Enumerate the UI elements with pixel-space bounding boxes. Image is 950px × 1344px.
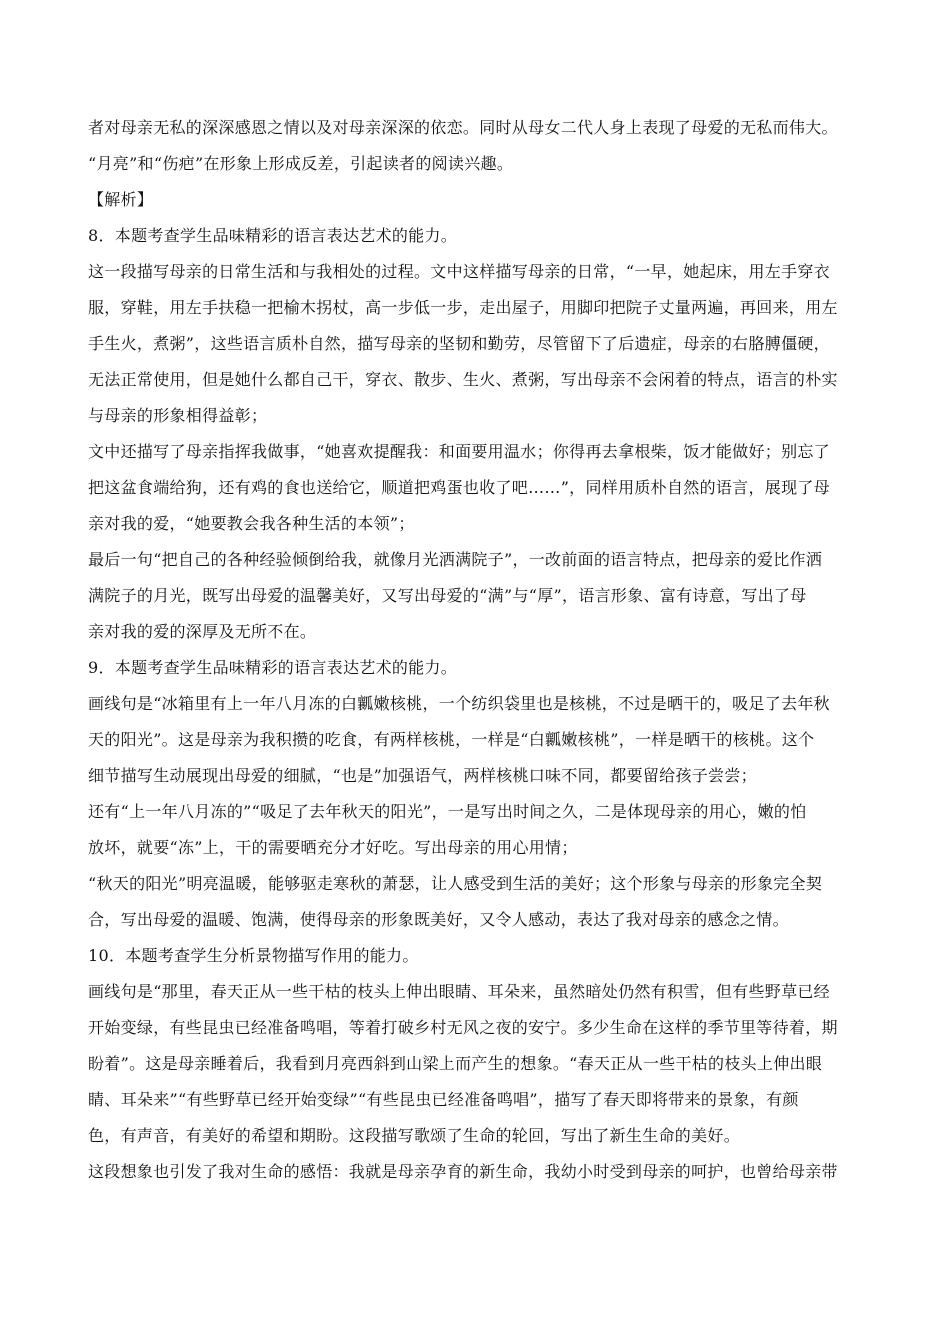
analysis-heading: 【解析】: [88, 190, 154, 209]
text-line: 盼着”。这是母亲睡着后，我看到月亮西斜到山梁上而产生的想象。“春天正从一些干枯的枝头上伸出眼: [88, 1054, 823, 1073]
text-line: 手生火，煮粥”，这些语言质朴自然，描写母亲的坚韧和勤劳，尽管留下了后遗症，母亲的右胳膊僵硬，: [88, 334, 830, 353]
text-line: 放坏，就要“冻”上，干的需要晒充分才好吃。写出母亲的用心用情；: [88, 838, 578, 857]
text-line: 还有“上一年八月冻的”“吸足了去年秋天的阳光”，一是写出时间之久，二是体现母亲的用心，嫩的怕: [88, 802, 807, 821]
question-heading: 9．本题考查学生品味精彩的语言表达艺术的能力。: [88, 658, 458, 677]
text-line: 满院子的月光，既写出母爱的温馨美好，又写出母爱的“满”与“厚”，语言形象、富有诗意，写出了母: [88, 586, 807, 605]
text-line: 亲对我的爱，“她要教会我各种生活的本领”；: [88, 514, 415, 533]
text-line: 这一段描写母亲的日常生活和与我相处的过程。文中这样描写母亲的日常，“一早，她起床，用左手穿衣: [88, 262, 830, 281]
text-line: 者对母亲无私的深深感恩之情以及对母亲深深的依恋。同时从母女二代人身上表现了母爱的无私而伟大。: [88, 118, 838, 137]
text-line: 文中还描写了母亲指挥我做事，“她喜欢提醒我：和面要用温水；你得再去拿根柴，饭才能做好；别忘了: [88, 442, 830, 461]
text-line: 把这盆食端给狗，还有鸡的食也送给它，顺道把鸡蛋也收了吧……”，同样用质朴自然的语言，展现了母: [88, 478, 830, 497]
text-line: 与母亲的形象相得益彰；: [88, 406, 268, 425]
text-line: 无法正常使用，但是她什么都自己干，穿衣、散步、生火、煮粥，写出母亲不会闲着的特点，语言的朴实: [88, 370, 838, 389]
text-line: “秋天的阳光”明亮温暖，能够驱走寒秋的萧瑟，让人感受到生活的美好；这个形象与母亲的形象完全契: [88, 874, 823, 893]
text-line: 服，穿鞋，用左手扶稳一把榆木拐杖，高一步低一步，走出屋子，用脚印把院子丈量两遍，再回来，用左: [88, 298, 838, 317]
text-line: 画线句是“冰箱里有上一年八月冻的白瓤嫩核桃，一个纺织袋里也是核桃，不过是晒干的，吸足了去年秋: [88, 694, 830, 713]
text-line: 亲对我的爱的深厚及无所不在。: [88, 622, 317, 641]
text-line: “月亮”和“伤疤”在形象上形成反差，引起读者的阅读兴趣。: [88, 154, 514, 173]
text-line: 细节描写生动展现出母爱的细腻，“也是”加强语气，两样核桃口味不同，都要留给孩子尝尝；: [88, 766, 757, 785]
text-line: 合，写出母爱的温暖、饱满，使得母亲的形象既美好，又令人感动，表达了我对母亲的感念之情。: [88, 910, 789, 929]
text-line: 睛、耳朵来”“有些野草已经开始变绿”“有些昆虫已经准备鸣唱”，描写了春天即将带来的景象，有颜: [88, 1090, 799, 1109]
text-line: 开始变绿，有些昆虫已经准备鸣唱，等着打破乡村无风之夜的安宁。多少生命在这样的季节里等待着，期: [88, 1018, 838, 1037]
text-line: 色，有声音，有美好的希望和期盼。这段描写歌颂了生命的轮回，写出了新生生命的美好。: [88, 1126, 741, 1145]
text-line: 画线句是“那里，春天正从一些干枯的枝头上伸出眼睛、耳朵来，虽然暗处仍然有积雪，但有些野草已经: [88, 982, 830, 1001]
text-line: 最后一句“把自己的各种经验倾倒给我，就像月光洒满院子”，一改前面的语言特点，把母亲的爱比作洒: [88, 550, 823, 569]
question-heading: 10．本题考查学生分析景物描写作用的能力。: [88, 946, 419, 965]
text-line: 天的阳光”。这是母亲为我积攒的吃食，有两样核桃，一样是“白瓤嫩核桃”，一样是晒干的核桃。这个: [88, 730, 815, 749]
text-line: 这段想象也引发了我对生命的感悟：我就是母亲孕育的新生命，我幼小时受到母亲的呵护，也曾给母亲带: [88, 1162, 838, 1181]
question-heading: 8．本题考查学生品味精彩的语言表达艺术的能力。: [88, 226, 458, 245]
